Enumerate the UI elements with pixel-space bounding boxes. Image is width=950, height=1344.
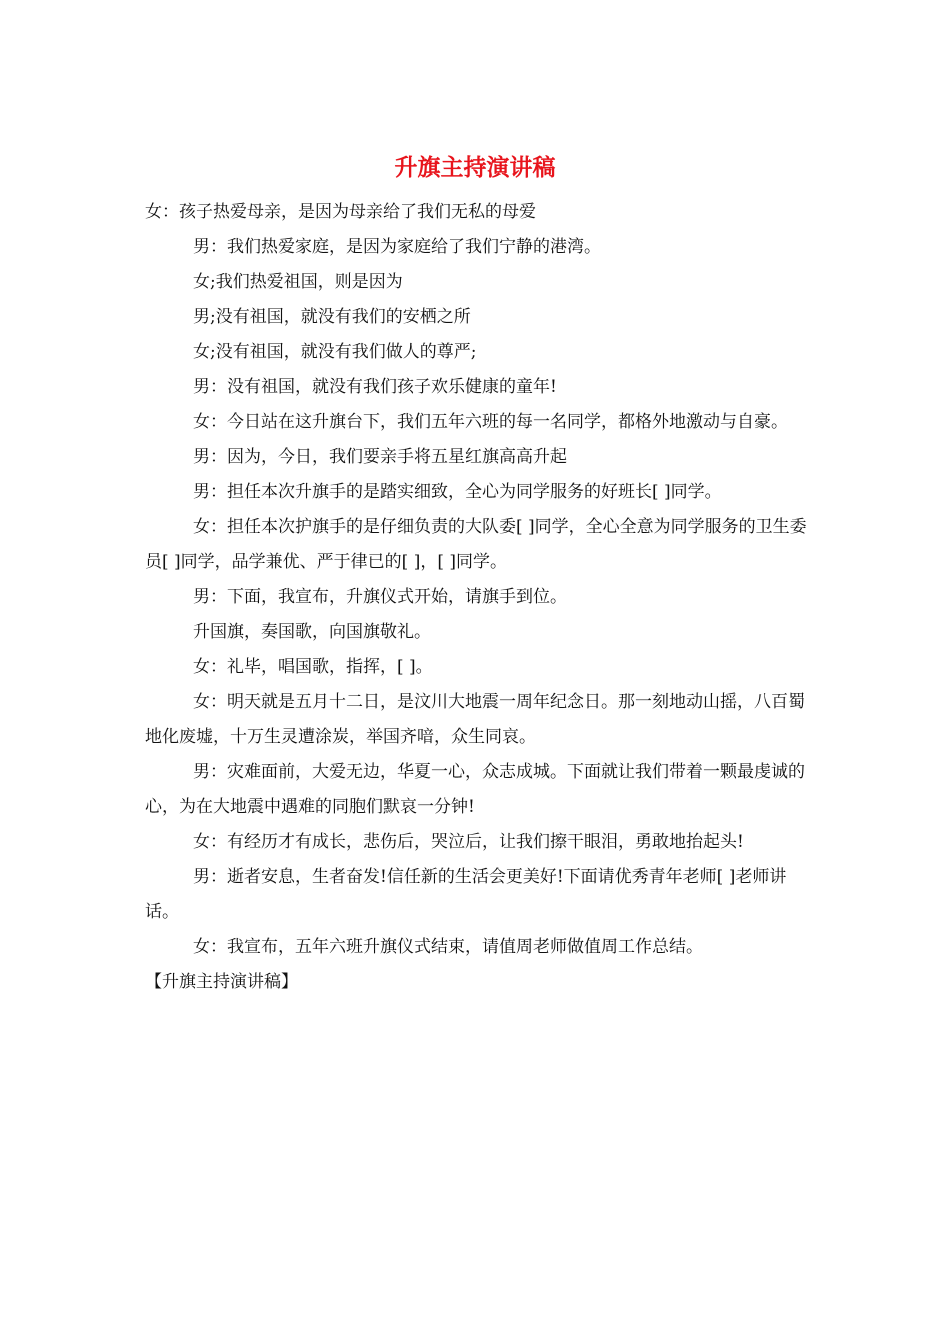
paragraph: 男：担任本次升旗手的是踏实细致，全心为同学服务的好班长[ ]同学。	[193, 482, 722, 502]
document-title: 升旗主持演讲稿	[394, 154, 556, 181]
document-body	[145, 195, 815, 1000]
paragraph: 男;没有祖国，就没有我们的安栖之所	[193, 307, 471, 327]
paragraph: 男：灾难面前，大爱无边，华夏一心，众志成城。下面就让我们带着一颗最虔诚的心，为在大地震中遇难的同胞们默哀一分钟!	[145, 762, 805, 817]
paragraph: 女：礼毕，唱国歌，指挥，[ ]。	[193, 657, 433, 677]
paragraph: 女：今日站在这升旗台下，我们五年六班的每一名同学，都格外地激动与自豪。	[193, 412, 788, 432]
paragraph: 男：因为，今日，我们要亲手将五星红旗高高升起	[193, 447, 567, 467]
paragraph: 升国旗，奏国歌，向国旗敬礼。	[193, 622, 431, 642]
paragraph: 男：没有祖国，就没有我们孩子欢乐健康的童年!	[193, 377, 557, 397]
paragraph: 女：明天就是五月十二日，是汶川大地震一周年纪念日。那一刻地动山摇，八百蜀地化废墟，十万生灵遭涂炭，举国齐喑，众生同哀。	[145, 692, 805, 747]
paragraph: 男：下面，我宣布，升旗仪式开始，请旗手到位。	[193, 587, 567, 607]
paragraph: 女：有经历才有成长，悲伤后，哭泣后，让我们擦干眼泪，勇敢地抬起头!	[193, 832, 744, 852]
paragraph: 女;没有祖国，就没有我们做人的尊严;	[193, 342, 477, 362]
paragraph: 女：担任本次护旗手的是仔细负责的大队委[ ]同学，全心全意为同学服务的卫生委员[ ]同学，品学兼优、严于律已的[ ]，[ ]同学。	[145, 517, 807, 572]
paragraph: 女：我宣布，五年六班升旗仪式结束，请值周老师做值周工作总结。	[193, 937, 703, 957]
document-footer: 【升旗主持演讲稿】	[145, 972, 298, 992]
paragraph: 女：孩子热爱母亲，是因为母亲给了我们无私的母爱	[145, 202, 536, 222]
paragraph: 男：我们热爱家庭，是因为家庭给了我们宁静的港湾。	[193, 237, 601, 257]
paragraph: 男：逝者安息，生者奋发!信任新的生活会更美好!下面请优秀青年老师[ ]老师讲话。	[145, 867, 787, 922]
paragraph: 女;我们热爱祖国，则是因为	[193, 272, 403, 292]
